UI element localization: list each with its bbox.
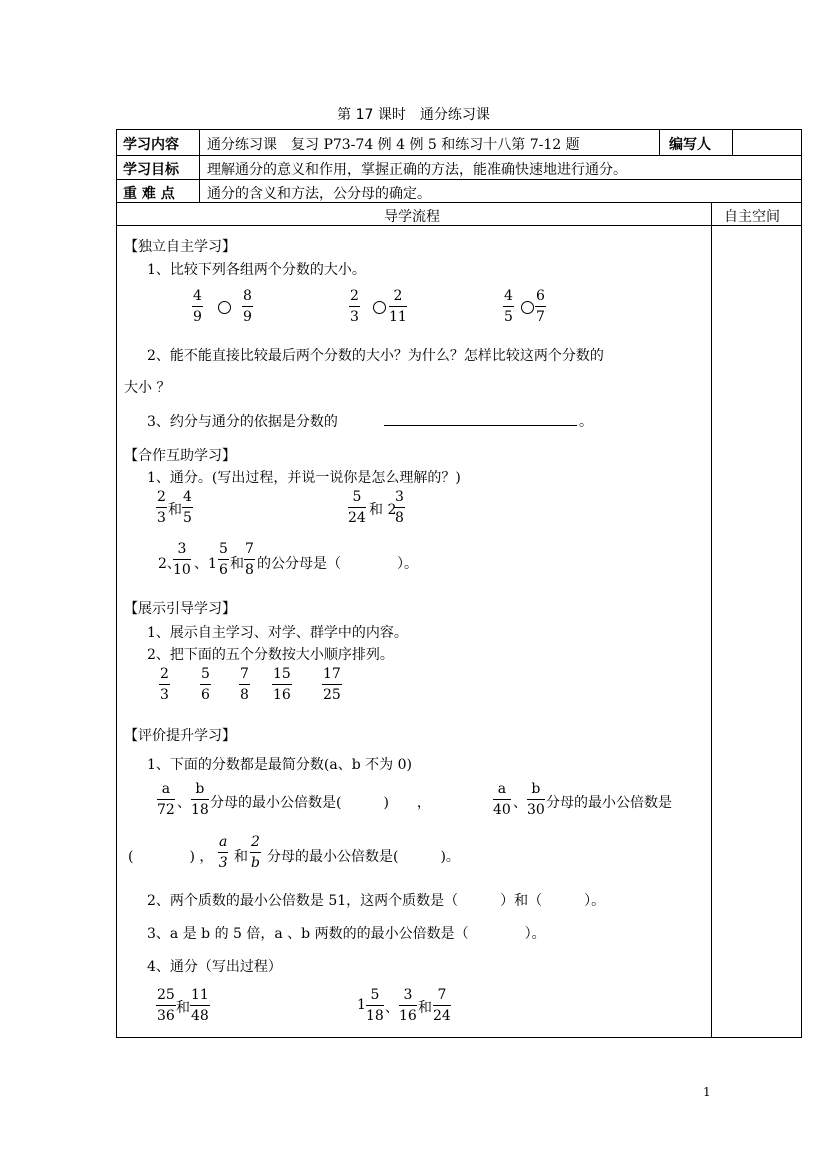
- question-text: 2、两个质数的最小公倍数是 51，这两个质数是（ ）和（ ）。: [147, 893, 606, 909]
- editor-label: 编写人: [669, 137, 711, 153]
- table-row-border: [116, 225, 802, 226]
- section-heading: 【评价提升学习】: [124, 728, 236, 744]
- fraction: $\frac{5}{18}$: [366, 987, 384, 1024]
- fraction: $\frac{2}{11}$: [389, 288, 407, 325]
- question-text: 的公分母是（ ）。: [257, 556, 418, 572]
- question-text: 。: [579, 414, 593, 430]
- answer-blank-line: [384, 425, 577, 426]
- question-text: 大小 ？: [124, 380, 171, 396]
- conjunction-text: 和: [234, 849, 248, 865]
- fraction: $\frac{7}{24}$: [433, 987, 451, 1024]
- editor-border: [732, 129, 733, 156]
- table-left-border: [116, 129, 117, 1038]
- column-header-space: 自主空间: [724, 209, 780, 225]
- question-text: 分母的最小公倍数是( )。: [267, 849, 460, 865]
- compare-circle: [218, 301, 231, 314]
- question-text: 4、通分（写出过程）: [147, 959, 282, 975]
- section-heading: 【独立自主学习】: [124, 239, 236, 255]
- editor-border: [659, 129, 660, 156]
- fraction: $\frac{4}{5}$: [504, 288, 513, 325]
- conjunction-text: 和 2: [369, 502, 397, 518]
- fraction: $\frac{a}{3}$: [218, 834, 228, 871]
- question-text: 、1: [194, 556, 217, 572]
- conjunction-text: 和: [230, 556, 244, 572]
- table-row-border: [116, 155, 802, 156]
- section-heading: 【展示引导学习】: [124, 601, 236, 617]
- question-text: 1、通分。(写出过程，并说一说你是怎么理解的？): [147, 470, 461, 486]
- page-title: 第 17 课时 通分练习课: [337, 107, 490, 123]
- fraction: $\frac{8}{9}$: [243, 288, 252, 325]
- separator-text: 、: [385, 1000, 399, 1016]
- fraction: $\frac{3}{8}$: [395, 489, 404, 526]
- question-text: 1、下面的分数都是最简分数(a、b 不为 0): [147, 757, 412, 773]
- conjunction-text: 和: [168, 502, 182, 518]
- question-text: 2、: [158, 556, 181, 572]
- fraction: $\frac{2}{3}$: [160, 666, 169, 703]
- fraction: $\frac{7}{8}$: [245, 541, 254, 578]
- question-text: ( ) ，: [128, 849, 214, 865]
- fraction: $\frac{4}{5}$: [183, 489, 192, 526]
- question-text: 1、比较下列各组两个分数的大小。: [147, 262, 366, 278]
- question-text: 3、a 是 b 的 5 倍，a 、b 两数的的最小公倍数是（ ）。: [147, 926, 546, 942]
- question-text: 分母的最小公倍数是: [546, 795, 672, 811]
- compare-circle: [521, 301, 534, 314]
- separator-text: 、: [177, 795, 191, 811]
- table-top-border: [116, 129, 802, 130]
- table-bottom-border: [116, 1037, 802, 1038]
- section-heading: 【合作互助学习】: [124, 448, 236, 464]
- column-header-flow: 导学流程: [384, 209, 440, 225]
- row-label-content: 学习内容: [123, 137, 179, 153]
- row-value-goals: 理解通分的意义和作用，掌握正确的方法，能准确快速地进行通分。: [207, 162, 627, 178]
- fraction: $\frac{2}{b}$: [250, 834, 260, 871]
- fraction: $\frac{17}{25}$: [323, 666, 341, 703]
- fraction: $\frac{3}{16}$: [399, 987, 417, 1024]
- fraction: $\frac{7}{8}$: [240, 666, 249, 703]
- page-number: 1: [703, 1085, 711, 1099]
- fraction: $\frac{15}{16}$: [273, 666, 291, 703]
- space-column-border: [711, 202, 712, 1038]
- fraction: $\frac{b}{18}$: [191, 781, 209, 818]
- row-label-goals: 学习目标: [123, 162, 179, 178]
- row-value-content: 通分练习课 复习 P73-74 例 4 例 5 和练习十八第 7-12 题: [207, 137, 580, 153]
- row-value-keypoints: 通分的含义和方法，公分母的确定。: [207, 186, 431, 202]
- compare-circle: [373, 301, 386, 314]
- conjunction-text: 和: [176, 1000, 190, 1016]
- fraction: $\frac{2}{3}$: [157, 489, 166, 526]
- table-row-border: [116, 179, 802, 180]
- fraction: $\frac{a}{72}$: [157, 781, 175, 818]
- question-text: 2、把下面的五个分数按大小顺序排列。: [147, 647, 394, 663]
- label-column-border: [199, 129, 200, 202]
- fraction: $\frac{6}{7}$: [536, 288, 545, 325]
- table-right-border: [801, 129, 802, 1038]
- fraction: $\frac{5}{24}$: [348, 489, 366, 526]
- fraction: $\frac{5}{6}$: [219, 541, 228, 578]
- fraction: $\frac{2}{3}$: [350, 288, 359, 325]
- question-text: 2、能不能直接比较最后两个分数的大小？为什么？怎样比较这两个分数的: [147, 348, 604, 364]
- fraction: $\frac{a}{40}$: [493, 781, 511, 818]
- separator-text: 、: [513, 795, 527, 811]
- question-text: 分母的最小公倍数是( ) ，: [210, 795, 431, 811]
- fraction: $\frac{4}{9}$: [193, 288, 202, 325]
- fraction: $\frac{25}{36}$: [157, 987, 175, 1024]
- fraction: $\frac{3}{10}$: [173, 541, 191, 578]
- fraction: $\frac{11}{48}$: [191, 987, 209, 1024]
- fraction: $\frac{5}{6}$: [201, 666, 210, 703]
- question-text: 3、约分与通分的依据是分数的: [147, 414, 338, 430]
- whole-number: 1: [357, 997, 366, 1013]
- fraction: $\frac{b}{30}$: [527, 781, 545, 818]
- row-label-keypoints: 重 难 点: [123, 186, 175, 202]
- conjunction-text: 和: [418, 1000, 432, 1016]
- question-text: 1、展示自主学习、对学、群学中的内容。: [147, 625, 408, 641]
